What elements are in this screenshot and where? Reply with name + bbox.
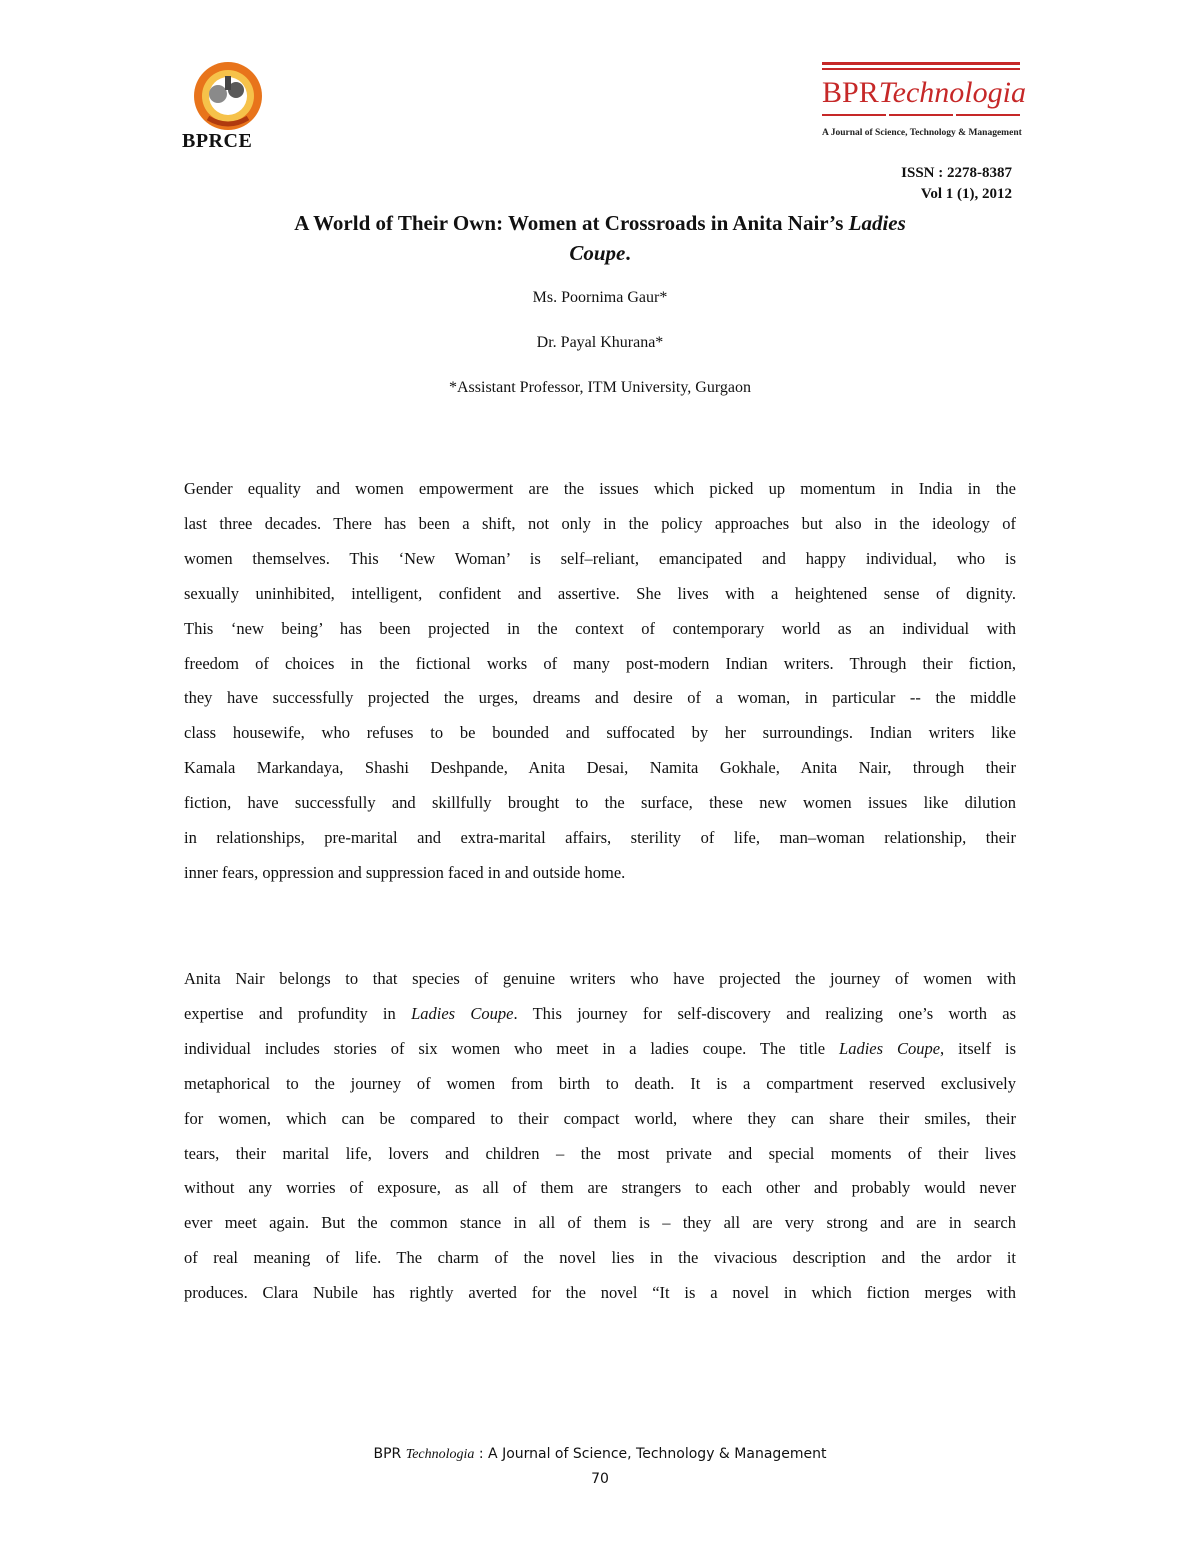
footer-prefix: BPR [373, 1446, 406, 1462]
footer-journal [180, 1442, 1020, 1467]
logo-tagline: A Journal of Science, Technology & Management [822, 128, 1022, 138]
paragraph-line [184, 1032, 1016, 1067]
bpr-technologia-logo [822, 62, 1026, 138]
logo-underline [822, 114, 1020, 116]
text-run: , itself is [940, 1038, 1016, 1058]
logo-brand-plain: BPR [822, 76, 879, 109]
volume-issue: Vol 1 (1), 2012 [920, 186, 1012, 202]
article-title [180, 208, 1020, 268]
paragraph-line: produces. Clara Nubile has rightly averted for the novel “It is a novel in which fiction merges with [184, 1283, 1016, 1303]
title-italic-text-2: Coupe [569, 241, 626, 265]
italic-book-title: Ladies Coupe [839, 1038, 941, 1058]
author-affiliation: *Assistant Professor, ITM University, Gurgaon [449, 379, 751, 396]
paragraph-line: sexually uninhibited, intelligent, confident and assertive. She lives with a heightened sense of dignity. [184, 583, 1016, 603]
paragraph-line: without any worries of exposure, as all of them are strangers to each other and probably would never [184, 1178, 1016, 1198]
italic-book-title: Ladies Coupe [411, 1003, 514, 1023]
text-run: individual includes stories of six women who meet in a ladies coupe. The title [184, 1038, 840, 1058]
author-1: Ms. Poornima Gaur* [532, 289, 668, 306]
paragraph-line: This ‘new being’ has been projected in the context of contemporary world as an individual with [184, 618, 1016, 638]
paragraph-line: of real meaning of life. The charm of the novel lies in the vivacious description and the ardor it [184, 1248, 1016, 1268]
page-footer [180, 1442, 1020, 1491]
body-paragraph-2 [184, 962, 1016, 1311]
issn-number: ISSN : 2278-8387 [901, 165, 1012, 181]
title-italic-text: Ladies [848, 211, 906, 235]
logo-brand-italic: Technologia [878, 76, 1026, 109]
title-line-2 [180, 238, 1020, 268]
paragraph-line: inner fears, oppression and suppression faced in and outside home. [184, 862, 626, 882]
title-suffix: . [625, 241, 631, 265]
page-number: 70 [591, 1471, 609, 1487]
paragraph-line: for women, which can be compared to their compact world, where they can share their smiles, their [184, 1108, 1016, 1128]
paragraph-line: Gender equality and women empowerment are the issues which picked up momentum in India in the [184, 479, 1016, 498]
paragraph-line: freedom of choices in the fictional works of many post-modern Indian writers. Through their fiction, [184, 653, 1016, 673]
paragraph-line: they have successfully projected the urges, dreams and desire of a woman, in particular -- the middle [184, 688, 1016, 708]
title-text: A World of Their Own: Women at Crossroads in Anita Nair’s [294, 211, 849, 235]
paragraph-line: in relationships, pre-marital and extra-marital affairs, sterility of life, man–woman relationship, their [184, 828, 1016, 848]
logo-brand [822, 76, 1026, 110]
bprce-logo-text: BPRCE [182, 130, 253, 152]
footer-suffix: : A Journal of Science, Technology & Management [474, 1446, 827, 1462]
paragraph-line [184, 997, 1016, 1032]
paragraph-line: class housewife, who refuses to be bounded and suffocated by her surroundings. Indian writers like [184, 723, 1016, 743]
logo-second-rule [822, 68, 1020, 70]
paragraph-line: Anita Nair belongs to that species of genuine writers who have projected the journey of women with [184, 969, 1016, 988]
author-2: Dr. Payal Khurana* [536, 334, 664, 351]
paragraph-line: tears, their marital life, lovers and children – the most private and special moments of their lives [184, 1143, 1016, 1163]
paragraph-line: ever meet again. But the common stance in all of them is – they all are very strong and are in search [184, 1213, 1016, 1233]
paragraph-line: metaphorical to the journey of women from birth to death. It is a compartment reserved exclusively [184, 1073, 1016, 1093]
body-paragraph-1 [184, 472, 1016, 891]
text-run: expertise and profundity in [184, 1003, 412, 1023]
title-line-1 [180, 208, 1020, 238]
footer-journal-italic: Technologia [405, 1447, 475, 1462]
paragraph-line: fiction, have successfully and skillfully brought to the surface, these new women issues like dilution [184, 793, 1016, 813]
paragraph-line: women themselves. This ‘New Woman’ is self–reliant, emancipated and happy individual, who is [184, 548, 1016, 568]
logo-top-rule [822, 62, 1020, 65]
text-run: . This journey for self-discovery and realizing one’s worth as [513, 1003, 1016, 1023]
issn-block [901, 163, 1012, 205]
paragraph-line: Kamala Markandaya, Shashi Deshpande, Anita Desai, Namita Gokhale, Anita Nair, through their [184, 758, 1016, 778]
paragraph-line: last three decades. There has been a shift, not only in the policy approaches but also in the ideology of [184, 513, 1016, 533]
